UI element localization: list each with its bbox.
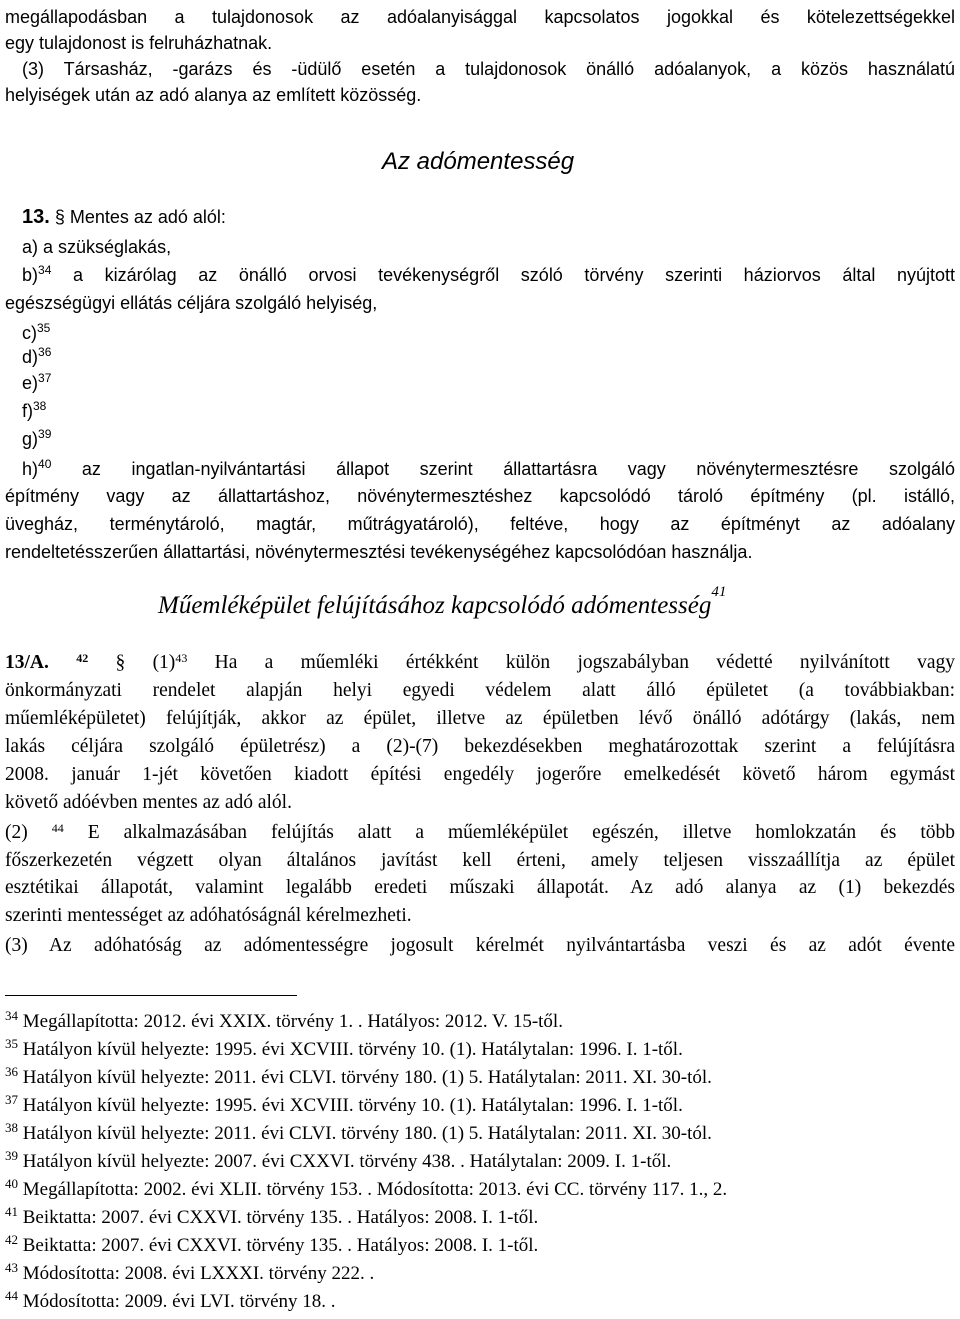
body-line: főszerkezetén végzett olyan általános javítást kell érteni, amely teljesen visszaállítja az épület [5, 850, 955, 871]
footnote-number: 39 [5, 1148, 18, 1163]
body-line: műemléképületet) felújítják, akkor az épület, illetve az épületben lévő önálló adótárgy (lakás, nem [5, 708, 955, 729]
body-line: (3) Társasház, -garázs és -üdülő esetén a tulajdonosok önálló adóalanyok, a közös használatú [22, 59, 955, 79]
paragraph-text: E alkalmazásában felújítás alatt a műemléképület egészén, illetve homlokzatán és több [63, 822, 955, 843]
section-symbol: § [88, 652, 126, 673]
footnote-ref[interactable]: 44 [51, 821, 64, 835]
item-a: a) a szükséglakás, [22, 237, 172, 257]
body-line: üvegház, terménytároló, magtár, műtrágyatároló), feltéve, hogy az építményt az adóalany [5, 514, 955, 534]
item-c [22, 320, 960, 346]
footnote [5, 1150, 671, 1174]
footnote-number: 36 [5, 1064, 18, 1079]
body-line: egy tulajdonost is felruházhatnak. [5, 33, 273, 53]
footnote-text: Hatályon kívül helyezte: 1995. évi XCVIII. törvény 10. (1). Hatálytalan: 1996. I. 1-től. [22, 1095, 683, 1116]
item-g [22, 426, 960, 452]
body-line: önkormányzati rendelet alapján helyi egyedi védelem alatt álló épületet (a továbbiakban: [5, 680, 955, 701]
item-text: a kizárólag az önálló orvosi tevékenységről szóló törvény szerinti háziorvos által nyújtott [51, 265, 955, 285]
section-lead: Mentes az adó alól: [64, 207, 226, 227]
item-label: h) [22, 459, 39, 479]
footnote [5, 1290, 336, 1314]
item-b [22, 262, 955, 288]
footnote-text: Hatályon kívül helyezte: 2011. évi CLVI. törvény 180. (1) 5. Hatálytalan: 2011. XI. 30-tól. [22, 1123, 712, 1144]
section-13 [22, 204, 960, 230]
paragraph-label: (1) [152, 652, 176, 673]
footnote-ref[interactable]: 39 [38, 427, 52, 441]
footnote-number: 38 [5, 1120, 18, 1135]
item-label: c) [22, 323, 37, 343]
body-line: építmény vagy az állattartáshoz, növénytermesztéshez kapcsolódó tároló építmény (pl. istálló, [5, 486, 955, 506]
footnote-text: Módosította: 2008. évi LXXXI. törvény 222. . [22, 1263, 375, 1284]
item-e [22, 370, 960, 396]
footnote-number: 34 [5, 1008, 18, 1023]
item-d [22, 344, 960, 370]
footnote-ref[interactable]: 43 [175, 651, 188, 665]
section-symbol: § [49, 207, 65, 227]
section-13a [5, 650, 955, 676]
footnote-ref[interactable]: 42 [76, 651, 89, 665]
section-heading: Az adómentesség [382, 148, 575, 175]
body-line: (3) Az adóhatóság az adómentességre jogosult kérelmét nyilvántartásba veszi és az adót évente [5, 935, 955, 956]
footnote-text: Hatályon kívül helyezte: 1995. évi XCVIII. törvény 10. (1). Hatálytalan: 1996. I. 1-től. [22, 1039, 683, 1060]
section-number: 13. [22, 206, 50, 228]
body-line: 2008. január 1-jét követően kiadott építési engedély jogerőre emelkedését követő három egymást [5, 764, 955, 785]
body-line: helyiségek után az adó alanya az említett közösség. [5, 85, 422, 105]
item-f [22, 398, 960, 424]
footnote-text: Megállapította: 2012. évi XXIX. törvény 1. . Hatályos: 2012. V. 15-től. [22, 1011, 563, 1032]
footnote [5, 1038, 683, 1062]
footnote [5, 1010, 563, 1034]
footnote [5, 1206, 538, 1230]
footnote-ref[interactable]: 36 [38, 345, 52, 359]
paragraph-label: (2) [5, 822, 28, 843]
body-line: lakás céljára szolgáló épületrész) a (2)-(7) bekezdésekben meghatározottak szerint a felújításra [5, 736, 955, 757]
footnote [5, 1262, 374, 1286]
footnote-text: Megállapította: 2002. évi XLII. törvény 153. . Módosította: 2013. évi CC. törvény 117. 1., 2. [22, 1179, 728, 1200]
paragraph-text: Ha a műemléki értékként külön jogszabályban védetté nyilvánított vagy [187, 652, 956, 673]
section-heading-2 [158, 584, 727, 620]
item-label: f) [22, 401, 33, 421]
item-label: b) [22, 265, 39, 285]
footnote-number: 41 [5, 1204, 18, 1219]
section-number: 13/A. [5, 652, 49, 673]
footnote-number: 44 [5, 1288, 18, 1303]
footnote-ref[interactable]: 35 [37, 321, 51, 335]
footnote [5, 1122, 712, 1146]
body-line: rendeltetésszerűen állattartási, növénytermesztési tevékenységéhez kapcsolódóan használja. [5, 542, 753, 562]
item-label: g) [22, 429, 39, 449]
footnote [5, 1094, 683, 1118]
footnote-ref[interactable]: 38 [33, 399, 47, 413]
footnote [5, 1234, 538, 1258]
footnote-ref[interactable]: 40 [38, 457, 52, 471]
footnote-number: 35 [5, 1036, 18, 1051]
body-line: szerinti mentességet az adóhatóságnál kérelmezheti. [5, 905, 412, 926]
footnote-ref[interactable]: 34 [38, 263, 52, 277]
body-line: követő adóévben mentes az adó alól. [5, 792, 292, 813]
body-line: megállapodásban a tulajdonosok az adóalanyisággal kapcsolatos jogokkal és kötelezettségekkel [5, 7, 955, 27]
footnote-text: Hatályon kívül helyezte: 2011. évi CLVI. törvény 180. (1) 5. Hatálytalan: 2011. XI. 30-tól. [22, 1067, 712, 1088]
item-text: az ingatlan-nyilvántartási állapot szerint állattartásra vagy növénytermesztésre szolgáló [51, 459, 955, 479]
footnote-number: 37 [5, 1092, 18, 1107]
item-h [22, 456, 955, 482]
footnote [5, 1178, 727, 1202]
footnote-text: Beiktatta: 2007. évi CXXVI. törvény 135. . Hatályos: 2008. I. 1-től. [22, 1235, 539, 1256]
item-b-cont: egészségügyi ellátás céljára szolgáló helyiség, [5, 293, 378, 313]
footnote [5, 1066, 712, 1090]
footnote-text: Módosította: 2009. évi LVI. törvény 18. . [22, 1291, 336, 1312]
item-label: e) [22, 373, 39, 393]
footnote-number: 42 [5, 1232, 18, 1247]
footnote-text: Beiktatta: 2007. évi CXXVI. törvény 135. . Hatályos: 2008. I. 1-től. [22, 1207, 539, 1228]
footnote-ref[interactable]: 41 [711, 584, 727, 600]
footnote-text: Hatályon kívül helyezte: 2007. évi CXXVI. törvény 438. . Hatálytalan: 2009. I. 1-től. [22, 1151, 672, 1172]
footnote-ref[interactable]: 37 [38, 371, 52, 385]
body-line: esztétikai állapotát, valamint legalább eredeti műszaki állapotát. Az adó alanya az (1) bekezdés [5, 877, 955, 898]
footnote-separator [5, 995, 297, 996]
footnote-number: 43 [5, 1260, 18, 1275]
item-label: d) [22, 347, 39, 367]
footnote-number: 40 [5, 1176, 18, 1191]
heading-text: Műemléképület felújításához kapcsolódó adómentesség [158, 592, 712, 619]
paragraph-2 [5, 820, 955, 846]
